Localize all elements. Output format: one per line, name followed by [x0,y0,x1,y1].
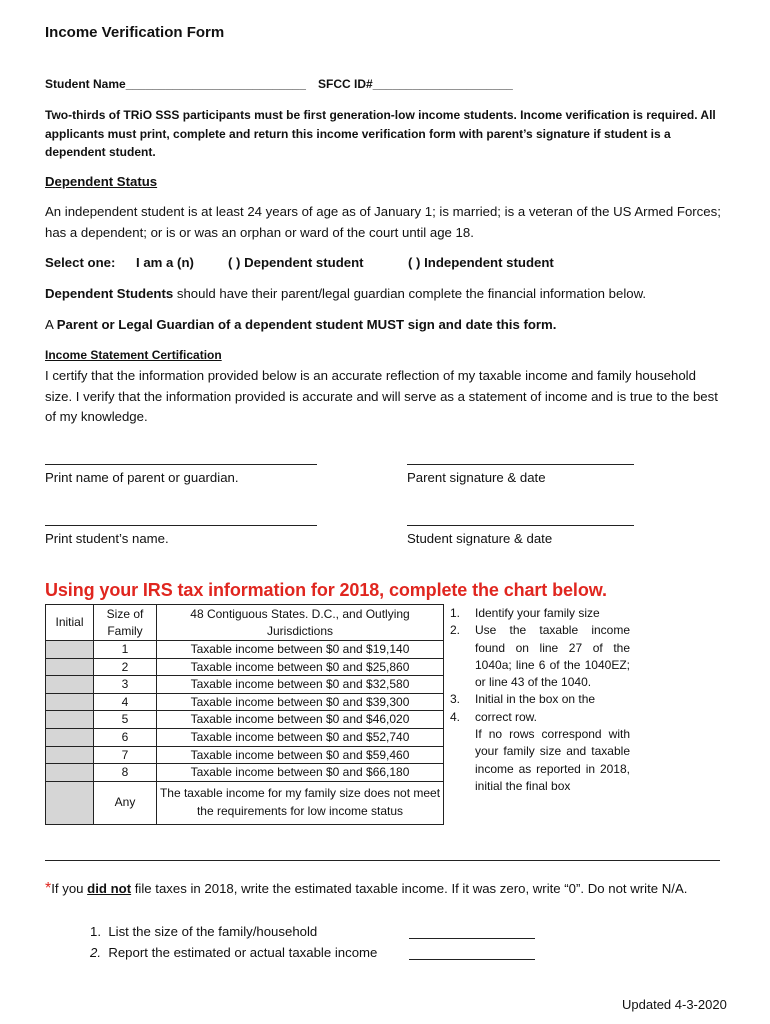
item-number: 1. [90,924,101,939]
initial-box[interactable] [46,781,94,824]
income-cell: The taxable income for my family size does not meet the requirements for low income status [157,781,444,824]
instruction-number: 1. [450,606,461,620]
student-name-row [45,77,306,91]
item-household-size [90,922,317,942]
table-row-any [46,781,444,824]
asterisk-icon: * [45,880,52,897]
dependent-student-option[interactable]: ( ) Dependent student [228,255,364,270]
taxable-income-field[interactable] [409,959,535,960]
table-row [46,658,444,676]
instruction-item [450,726,630,795]
note-rest: file taxes in 2018, write the estimated taxable income. If it was zero, write “0”. Do not write N/A. [131,881,688,896]
initial-box[interactable] [46,658,94,676]
initial-box[interactable] [46,728,94,746]
parent-signature-label: Parent signature & date [407,470,546,485]
family-size-cell: 1 [94,641,157,659]
parent-name-line[interactable] [45,464,317,465]
sfcc-id-field[interactable]: _____________________ [372,77,513,91]
parent-line-prefix: A [45,317,57,332]
instruction-item [450,622,630,691]
family-size-cell: 7 [94,746,157,764]
instruction-number [450,726,475,795]
family-size-cell: 4 [94,693,157,711]
irs-chart-heading: Using your IRS tax information for 2018, complete the chart below. [45,580,607,600]
student-name-field[interactable]: ___________________________ [125,77,306,91]
income-cell: Taxable income between $0 and $25,860 [157,658,444,676]
dependent-students-text [45,284,735,305]
i-am-label: I am a (n) [136,255,194,270]
initial-box[interactable] [46,676,94,694]
table-row [46,764,444,782]
dependent-status-heading: Dependent Status [45,174,158,189]
instruction-number: 3. [450,692,461,707]
income-cell: Taxable income between $0 and $59,460 [157,746,444,764]
sfcc-id-label: SFCC ID# [318,77,373,91]
independent-student-option[interactable]: ( ) Independent student [408,255,554,270]
print-parent-label: Print name of parent or guardian. [45,470,239,485]
size-header: Size of Family [94,605,157,641]
table-header-row [46,605,444,641]
household-size-field[interactable] [409,938,535,939]
item-number: 2. [90,945,101,960]
family-size-cell: 8 [94,764,157,782]
income-cell: Taxable income between $0 and $46,020 [157,711,444,729]
student-name-label: Student Name [45,77,126,91]
table-row [46,676,444,694]
parent-signature-line[interactable] [407,464,634,465]
family-size-cell: 3 [94,676,157,694]
select-one-label: Select one: [45,255,116,270]
intro-text: Two-thirds of TRiO SSS participants must be first generation-low income students. Income verification is required. All applicants must print, complete and return this income verification form with parent’s signature if student is a dependent student. [45,108,716,159]
family-size-cell: Any [94,781,157,824]
form-title: Income Verification Form [45,24,225,41]
student-signature-label: Student signature & date [407,531,553,546]
instruction-number: 2. [450,623,461,638]
item-text: Report the estimated or actual taxable income [108,945,378,960]
income-cell: Taxable income between $0 and $32,580 [157,676,444,694]
parent-line-bold: Parent or Legal Guardian of a dependent student MUST sign and date this form. [56,317,557,332]
dependent-status-text: An independent student is at least 24 years of age as of January 1; is married; is a veteran of the US Armed Forces; has a dependent; or is or was an orphan or ward of the court until age 18. [45,204,721,240]
family-size-cell: 5 [94,711,157,729]
initial-box[interactable] [46,746,94,764]
student-name-line[interactable] [45,525,317,526]
instruction-text: Use the taxable income found on line 27 of the 1040a; line 6 of the 1040EZ; or line 43 of the 1040. [475,623,630,690]
table-row [46,711,444,729]
item-taxable-income [90,943,377,963]
income-cell: Taxable income between $0 and $19,140 [157,641,444,659]
dependent-students-rest: should have their parent/legal guardian complete the financial information below. [173,286,647,301]
section-divider [45,860,720,861]
desc-header: 48 Contiguous States. D.C., and Outlying Jurisdictions [157,605,444,641]
sfcc-id-row [318,77,513,91]
income-cell: Taxable income between $0 and $66,180 [157,764,444,782]
income-table [45,604,444,825]
student-signature-line[interactable] [407,525,634,526]
note-prefix: If you [51,881,88,896]
income-cell: Taxable income between $0 and $39,300 [157,693,444,711]
certification-text: I certify that the information provided below is an accurate reflection of my taxable income and family household size. I verify that the information provided is accurate and will serve as a statement of income and is true to the best of my knowledge. [45,368,718,424]
instruction-text: correct row. [475,709,538,724]
family-size-cell: 2 [94,658,157,676]
initial-header: Initial [46,605,94,641]
instruction-number: 4. [450,709,461,724]
instruction-text: Initial in the box on the [475,692,596,707]
table-row [46,693,444,711]
note-did-not: did not [87,881,132,896]
initial-box[interactable] [46,693,94,711]
no-taxes-note [45,879,730,899]
instruction-text: If no rows correspond with your family size and taxable income as reported in 2018, initial the final box [475,727,630,793]
table-row [46,728,444,746]
initial-box[interactable] [46,764,94,782]
instruction-text: Identify your family size [475,606,600,620]
instruction-item [450,605,630,622]
instruction-item [450,709,630,726]
print-student-label: Print student’s name. [45,531,169,546]
initial-box[interactable] [46,641,94,659]
instructions-list [450,605,630,795]
certification-heading: Income Statement Certification [45,348,222,362]
dependent-students-bold: Dependent Students [45,286,174,301]
income-cell: Taxable income between $0 and $52,740 [157,728,444,746]
updated-date: Updated 4-3-2020 [622,997,727,1012]
table-row [46,641,444,659]
item-text: List the size of the family/household [108,924,318,939]
initial-box[interactable] [46,711,94,729]
instruction-item [450,691,630,708]
parent-must-sign-text [45,315,735,336]
family-size-cell: 6 [94,728,157,746]
table-row [46,746,444,764]
